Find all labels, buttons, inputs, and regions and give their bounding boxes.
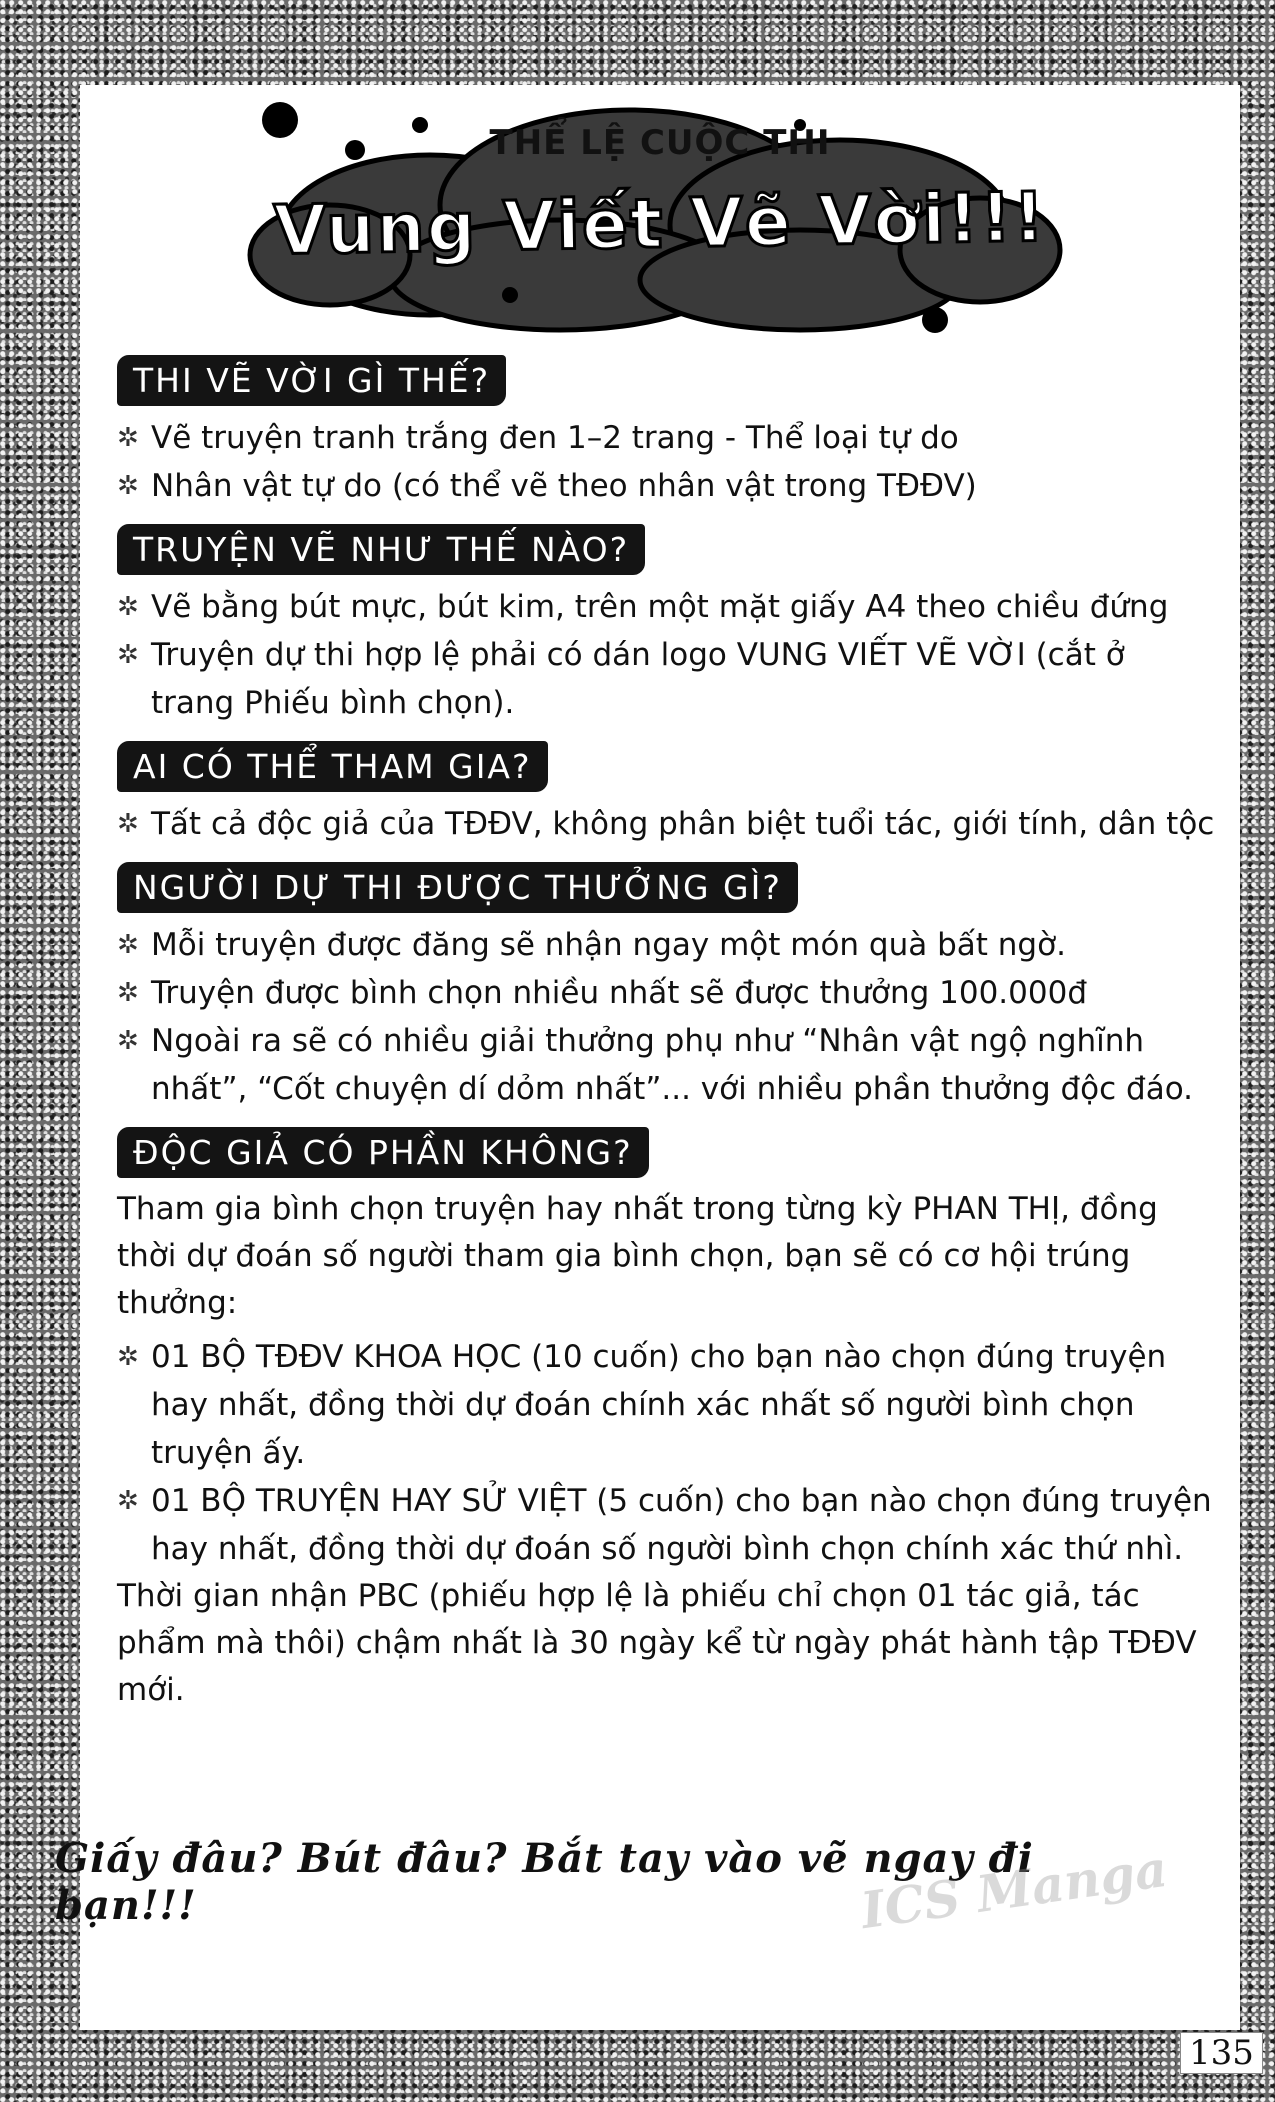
star-icon: ✲	[117, 809, 139, 839]
list-item: ✲ Truyện được bình chọn nhiều nhất sẽ được thưởng 100.000đ	[117, 969, 1217, 1017]
section-title: TRUYỆN VẼ NHƯ THẾ NÀO?	[117, 524, 645, 575]
list-item: ✲ 01 BỘ TRUYỆN HAY SỬ VIỆT (5 cuốn) cho bạn nào chọn đúng truyện hay nhất, đồng thời dự đoán số người bình chọn chính xác thứ nhì.	[117, 1477, 1217, 1573]
section-who	[117, 741, 1217, 848]
star-icon: ✲	[117, 930, 139, 960]
list-item: ✲ Truyện dự thi hợp lệ phải có dán logo VUNG VIẾT VẼ VỜI (cắt ở trang Phiếu bình chọn).	[117, 631, 1217, 727]
list-item: ✲ Tất cả độc giả của TĐĐV, không phân biệt tuổi tác, giới tính, dân tộc	[117, 800, 1217, 848]
list-item: ✲ Nhân vật tự do (có thể vẽ theo nhân vật trong TĐĐV)	[117, 462, 1217, 510]
page-number: 135	[1180, 2032, 1263, 2074]
list-item: ✲ Mỗi truyện được đăng sẽ nhận ngay một món quà bất ngờ.	[117, 921, 1217, 969]
section-title: ĐỘC GIẢ CÓ PHẦN KHÔNG?	[117, 1127, 649, 1178]
watermark: ICS Manga	[857, 1838, 1171, 1941]
star-icon: ✲	[117, 423, 139, 453]
readers-deadline: Thời gian nhận PBC (phiếu hợp lệ là phiếu chỉ chọn 01 tác giả, tác phẩm mà thôi) chậm nhất là 30 ngày kể từ ngày phát hành tập TĐĐV mới.	[117, 1578, 1197, 1708]
section-title: NGƯỜI DỰ THI ĐƯỢC THƯỞNG GÌ?	[117, 862, 798, 913]
section-how	[117, 524, 1217, 727]
rules-panel	[80, 85, 1240, 2030]
star-icon: ✲	[117, 640, 139, 670]
section-prizes	[117, 862, 1217, 1113]
star-icon: ✲	[117, 471, 139, 501]
star-icon: ✲	[117, 592, 139, 622]
rules-content	[117, 355, 1217, 1728]
section-title: AI CÓ THỂ THAM GIA?	[117, 741, 548, 792]
list-item: ✲ 01 BỘ TĐĐV KHOA HỌC (10 cuốn) cho bạn nào chọn đúng truyện hay nhất, đồng thời dự đoán chính xác nhất số người bình chọn truyện ấy.	[117, 1333, 1217, 1477]
slogan: Giấy đâu? Bút đâu? Bắt tay vào vẽ ngay đi bạn!!!	[55, 1835, 1034, 1929]
section-what	[117, 355, 1217, 510]
star-icon: ✲	[117, 1486, 139, 1516]
star-icon: ✲	[117, 978, 139, 1008]
section-title: THI VẼ VỜI GÌ THẾ?	[117, 355, 506, 406]
contest-title: Vung Viết Vẽ Vời!!!	[273, 178, 1047, 271]
contest-subtitle: THỂ LỆ CUỘC THI	[489, 123, 831, 163]
list-item: ✲ Vẽ truyện tranh trắng đen 1–2 trang - Thể loại tự do	[117, 414, 1217, 462]
star-icon: ✲	[117, 1342, 139, 1372]
star-icon: ✲	[117, 1026, 139, 1056]
contest-header	[180, 85, 1140, 345]
section-readers	[117, 1127, 1217, 1714]
list-item: ✲ Vẽ bằng bút mực, bút kim, trên một mặt giấy A4 theo chiều đứng	[117, 583, 1217, 631]
list-item: ✲ Ngoài ra sẽ có nhiều giải thưởng phụ như “Nhân vật ngộ nghĩnh nhất”, “Cốt chuyện dí dỏm nhất”... với nhiều phần thưởng độc đáo.	[117, 1017, 1217, 1113]
readers-intro: Tham gia bình chọn truyện hay nhất trong từng kỳ PHAN THỊ, đồng thời dự đoán số người tham gia bình chọn, bạn sẽ có cơ hội trúng thưởng:	[117, 1191, 1158, 1321]
